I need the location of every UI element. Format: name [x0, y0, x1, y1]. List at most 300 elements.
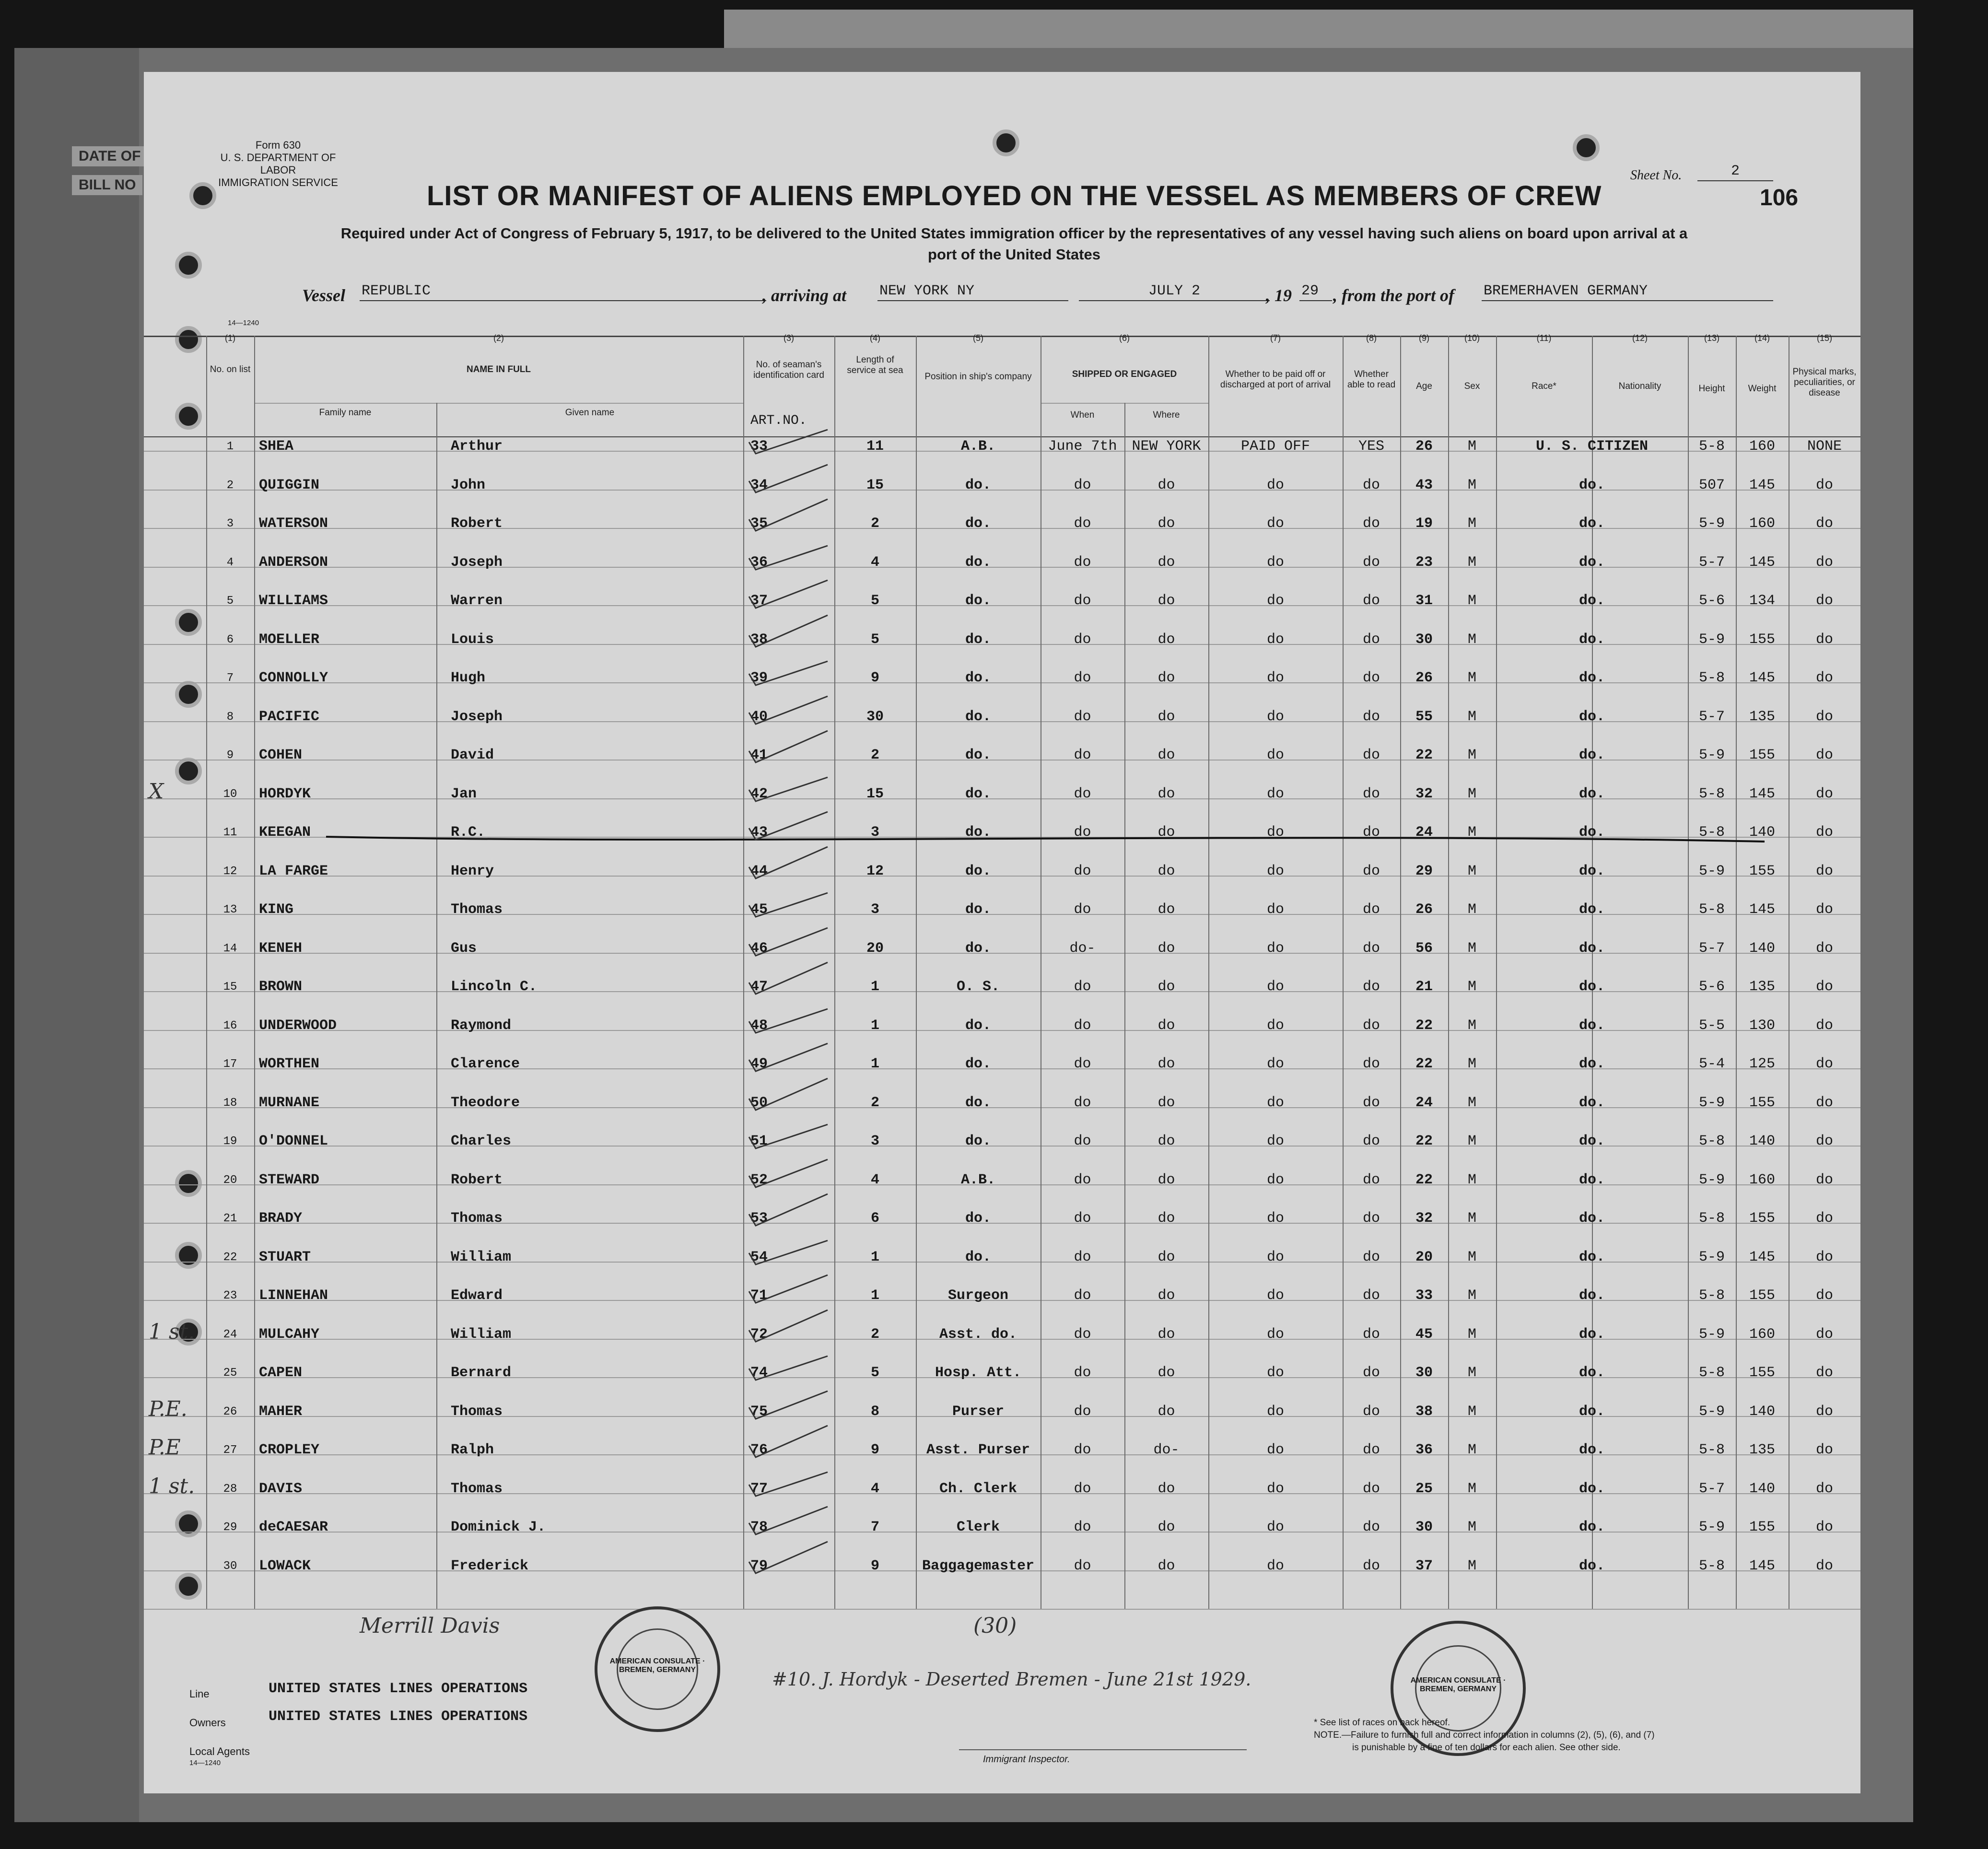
cell-sex: M [1467, 632, 1476, 648]
cell-row-number: 9 [226, 749, 234, 762]
cell-position: do. [965, 554, 991, 571]
cell-age: 20 [1415, 1249, 1433, 1265]
cell-service-length: 5 [870, 1365, 879, 1381]
cell-paid-off: do [1266, 593, 1284, 609]
cell-given-name: Jan [451, 786, 477, 802]
col-num-10: (10) [1464, 333, 1480, 343]
cell-service-length: 3 [870, 1133, 879, 1149]
cell-weight: 155 [1749, 747, 1775, 763]
cell-physical-marks: do [1815, 1056, 1833, 1072]
cell-row-number: 26 [223, 1405, 237, 1418]
cell-paid-off: do [1266, 670, 1284, 686]
cell-position: Baggagemaster [922, 1558, 1035, 1574]
cell-service-length: 5 [870, 632, 879, 648]
cell-sex: M [1467, 1442, 1476, 1458]
cell-sex: M [1467, 1249, 1476, 1265]
cell-age: 22 [1415, 1172, 1433, 1188]
cell-sex: M [1467, 515, 1476, 532]
arriving-port: NEW YORK NY [877, 283, 1068, 301]
cell-position: A.B. [960, 1172, 995, 1188]
cell-height: 5-8 [1698, 1210, 1725, 1227]
col-num-15: (15) [1816, 333, 1832, 343]
cell-given-name: Joseph [451, 709, 503, 725]
cell-age: 26 [1415, 670, 1433, 686]
cell-family-name: PACIFIC [259, 709, 320, 725]
cell-weight: 145 [1749, 554, 1775, 571]
cell-family-name: CONNOLLY [259, 670, 328, 686]
cell-able-to-read: do [1362, 1095, 1380, 1111]
cell-paid-off: do [1266, 1558, 1284, 1574]
cell-able-to-read: YES [1358, 438, 1384, 455]
cell-weight: 145 [1749, 786, 1775, 802]
cell-shipped-when: do [1074, 1249, 1091, 1265]
year-label: , 19 [1266, 286, 1292, 305]
cell-given-name: Arthur [451, 438, 503, 455]
cell-family-name: MOELLER [259, 632, 320, 648]
check-marks [144, 72, 1860, 1793]
cell-paid-off: do [1266, 940, 1284, 957]
cell-sex: M [1467, 1287, 1476, 1304]
cell-physical-marks: do [1815, 554, 1833, 571]
cell-family-name: MURNANE [259, 1095, 320, 1111]
cell-card-number: 38 [750, 632, 768, 648]
cell-shipped-where: do [1158, 824, 1175, 841]
check-mark-icon [749, 1391, 828, 1419]
sheet-number: 2 [1697, 163, 1773, 181]
cell-shipped-when: do [1074, 747, 1091, 763]
cell-given-name: R.C. [451, 824, 486, 841]
cell-height: 507 [1698, 477, 1725, 493]
cell-sex: M [1467, 786, 1476, 802]
cell-shipped-where: do [1158, 1326, 1175, 1343]
cell-shipped-when: do [1074, 1133, 1091, 1149]
col-num-7: (7) [1270, 333, 1281, 343]
cell-service-length: 1 [870, 1287, 879, 1304]
inspector-label: Immigrant Inspector. [983, 1754, 1070, 1765]
cell-age: 31 [1415, 593, 1433, 609]
cell-shipped-when: do [1074, 1481, 1091, 1497]
cell-given-name: Thomas [451, 901, 503, 918]
cell-row-number: 15 [223, 981, 237, 994]
cell-paid-off: do [1266, 1095, 1284, 1111]
col-num-4: (4) [870, 333, 880, 343]
cell-family-name: WORTHEN [259, 1056, 320, 1072]
cell-service-length: 7 [870, 1519, 879, 1535]
cell-given-name: Charles [451, 1133, 512, 1149]
cell-physical-marks: do [1815, 515, 1833, 532]
cell-race-nationality: do. [1579, 1133, 1605, 1149]
cell-physical-marks: NONE [1807, 438, 1842, 455]
cell-row-number: 27 [223, 1444, 237, 1457]
cell-family-name: CAPEN [259, 1365, 303, 1381]
cell-given-name: Robert [451, 1172, 503, 1188]
cell-card-number: 53 [750, 1210, 768, 1227]
cell-age: 23 [1415, 554, 1433, 571]
cell-able-to-read: do [1362, 477, 1380, 493]
cell-age: 26 [1415, 901, 1433, 918]
cell-physical-marks: do [1815, 1326, 1833, 1343]
cell-paid-off: do [1266, 515, 1284, 532]
cell-weight: 140 [1749, 1133, 1775, 1149]
cell-able-to-read: do [1362, 554, 1380, 571]
cell-card-number: 39 [750, 670, 768, 686]
cell-card-number: 74 [750, 1365, 768, 1381]
cell-able-to-read: do [1362, 979, 1380, 995]
cell-service-length: 15 [866, 477, 884, 493]
cell-able-to-read: do [1362, 1365, 1380, 1381]
agents-label: Local Agents [189, 1745, 250, 1757]
col-num-13: (13) [1704, 333, 1719, 343]
signature: Merrill Davis [360, 1614, 500, 1638]
cell-shipped-when: do [1074, 1018, 1091, 1034]
cell-able-to-read: do [1362, 786, 1380, 802]
cell-shipped-where: do [1158, 1558, 1175, 1574]
cell-paid-off: do [1266, 1365, 1284, 1381]
cell-weight: 155 [1749, 1365, 1775, 1381]
cell-paid-off: do [1266, 1481, 1284, 1497]
margin-note: P.E. [149, 1397, 187, 1421]
cell-position: Clerk [956, 1519, 1000, 1535]
check-mark-icon [749, 1078, 828, 1110]
cell-shipped-when: June 7th [1048, 438, 1117, 455]
check-mark-icon [749, 1507, 828, 1534]
cell-height: 5-9 [1698, 1172, 1725, 1188]
cell-given-name: Frederick [451, 1558, 529, 1574]
cell-sex: M [1467, 1519, 1476, 1535]
cell-physical-marks: do [1815, 747, 1833, 763]
cell-card-number: 33 [750, 438, 768, 455]
cell-race-nationality: do. [1579, 863, 1605, 879]
cell-able-to-read: do [1362, 1172, 1380, 1188]
from-port: BREMERHAVEN GERMANY [1482, 283, 1773, 301]
cell-weight: 134 [1749, 593, 1775, 609]
check-mark-icon [749, 1159, 828, 1187]
check-mark-icon [749, 1194, 828, 1226]
cell-card-number: 77 [750, 1481, 768, 1497]
cell-able-to-read: do [1362, 593, 1380, 609]
cell-position: do. [965, 824, 991, 841]
cell-height: 5-9 [1698, 1249, 1725, 1265]
cell-shipped-when: do [1074, 554, 1091, 571]
cell-physical-marks: do [1815, 901, 1833, 918]
cell-physical-marks: do [1815, 632, 1833, 648]
cell-height: 5-8 [1698, 1442, 1725, 1458]
cell-given-name: Lincoln C. [451, 979, 538, 995]
cell-family-name: deCAESAR [259, 1519, 328, 1535]
cell-sex: M [1467, 863, 1476, 879]
cell-age: 32 [1415, 1210, 1433, 1227]
deserted-note: #10. J. Hordyk - Deserted Bremen - June 21st 1929. [772, 1669, 1251, 1690]
cell-shipped-when: do [1074, 1404, 1091, 1420]
check-mark-icon [749, 1275, 828, 1303]
cell-position: do. [965, 670, 991, 686]
check-mark-icon [749, 893, 828, 917]
cell-paid-off: do [1266, 901, 1284, 918]
col-num-3: (3) [784, 333, 794, 343]
check-mark-icon [749, 1356, 828, 1380]
check-mark-icon [749, 1124, 828, 1148]
cell-family-name: SHEA [259, 438, 294, 455]
cell-family-name: O'DONNEL [259, 1133, 328, 1149]
cell-position: do. [965, 1056, 991, 1072]
cell-height: 5-8 [1698, 438, 1725, 455]
cell-able-to-read: do [1362, 1326, 1380, 1343]
cell-service-length: 9 [870, 670, 879, 686]
cell-weight: 130 [1749, 1018, 1775, 1034]
cell-card-number: 75 [750, 1404, 768, 1420]
cell-given-name: David [451, 747, 494, 763]
cell-shipped-where: do [1158, 863, 1175, 879]
cell-card-number: 34 [750, 477, 768, 493]
cell-given-name: Dominick J. [451, 1519, 546, 1535]
cell-physical-marks: do [1815, 1210, 1833, 1227]
cell-card-number: 51 [750, 1133, 768, 1149]
cell-sex: M [1467, 1172, 1476, 1188]
cell-row-number: 28 [223, 1483, 237, 1496]
cell-family-name: WATERSON [259, 515, 328, 532]
cell-shipped-when: do [1074, 593, 1091, 609]
cell-physical-marks: do [1815, 1133, 1833, 1149]
cell-height: 5-9 [1698, 1519, 1725, 1535]
col-head-read: Whether able to read [1347, 369, 1396, 390]
cell-family-name: MULCAHY [259, 1326, 320, 1343]
cell-paid-off: PAID OFF [1240, 438, 1310, 455]
cell-age: 33 [1415, 1287, 1433, 1304]
cell-service-length: 2 [870, 515, 879, 532]
cell-able-to-read: do [1362, 670, 1380, 686]
cell-able-to-read: do [1362, 1519, 1380, 1535]
line-value: UNITED STATES LINES OPERATIONS [269, 1681, 528, 1697]
cell-service-length: 30 [866, 709, 884, 725]
cell-family-name: LINNEHAN [259, 1287, 328, 1304]
check-mark-icon [749, 1472, 828, 1496]
cell-card-number: 52 [750, 1172, 768, 1188]
cell-shipped-where: do [1158, 1519, 1175, 1535]
cell-race-nationality: do. [1579, 515, 1605, 532]
check-mark-icon [749, 1009, 828, 1033]
cell-sex: M [1467, 979, 1476, 995]
cell-row-number: 2 [226, 479, 234, 492]
cell-physical-marks: do [1815, 786, 1833, 802]
cell-family-name: COHEN [259, 747, 303, 763]
cell-position: do. [965, 863, 991, 879]
cell-shipped-where: do [1158, 1210, 1175, 1227]
cell-sex: M [1467, 477, 1476, 493]
cell-given-name: Thomas [451, 1210, 503, 1227]
cell-weight: 135 [1749, 979, 1775, 995]
cell-given-name: Hugh [451, 670, 486, 686]
cell-position: Ch. Clerk [939, 1481, 1017, 1497]
cell-weight: 145 [1749, 477, 1775, 493]
cell-height: 5-8 [1698, 824, 1725, 841]
col-head-card: No. of seaman's identification card [753, 360, 824, 380]
cell-height: 5-4 [1698, 1056, 1725, 1072]
cell-position: A.B. [960, 438, 995, 455]
cell-position: Purser [952, 1404, 1005, 1420]
cell-race-nationality: do. [1579, 1481, 1605, 1497]
cell-position: do. [965, 1249, 991, 1265]
cell-paid-off: do [1266, 979, 1284, 995]
margin-note: 1 st. [149, 1320, 195, 1344]
cell-age: 37 [1415, 1558, 1433, 1574]
cell-card-number: 42 [750, 786, 768, 802]
check-mark-icon [749, 546, 828, 570]
cell-service-length: 4 [870, 554, 879, 571]
cell-paid-off: do [1266, 863, 1284, 879]
cell-given-name: Louis [451, 632, 494, 648]
cell-race-nationality: do. [1579, 1172, 1605, 1188]
note-line-1: NOTE.—Failure to furnish full and correct information in columns (2), (5), (6), and (7) [1314, 1730, 1655, 1740]
col-head-marks: Physical marks, peculiarities, or disease [1792, 367, 1857, 398]
cell-height: 5-5 [1698, 1018, 1725, 1034]
cell-card-number: 79 [750, 1558, 768, 1574]
cell-shipped-when: do [1074, 863, 1091, 879]
cell-position: do. [965, 786, 991, 802]
cell-shipped-when: do [1074, 632, 1091, 648]
cell-given-name: Joseph [451, 554, 503, 571]
cell-given-name: Clarence [451, 1056, 520, 1072]
stamp-left-text: AMERICAN CONSULATE · BREMEN, GERMANY [609, 1657, 705, 1674]
cell-weight: 155 [1749, 1210, 1775, 1227]
cell-service-length: 3 [870, 901, 879, 918]
cell-family-name: STUART [259, 1249, 311, 1265]
check-mark-icon [749, 430, 828, 454]
cell-paid-off: do [1266, 1404, 1284, 1420]
col-num-1: (1) [225, 333, 235, 343]
cell-card-number: 76 [750, 1442, 768, 1458]
cell-row-number: 23 [223, 1289, 237, 1302]
cell-family-name: STEWARD [259, 1172, 320, 1188]
cell-service-length: 5 [870, 593, 879, 609]
form-number: Form 630 [255, 139, 301, 151]
from-port-label: , from the port of [1333, 286, 1455, 305]
cell-height: 5-7 [1698, 940, 1725, 957]
cell-position: do. [965, 632, 991, 648]
cell-paid-off: do [1266, 786, 1284, 802]
cell-shipped-when: do [1074, 709, 1091, 725]
cell-shipped-where: do [1158, 1365, 1175, 1381]
col-num-6: (6) [1119, 333, 1130, 343]
cell-shipped-where: do- [1153, 1442, 1180, 1458]
cell-weight: 145 [1749, 901, 1775, 918]
cell-age: 38 [1415, 1404, 1433, 1420]
cell-row-number: 8 [226, 711, 234, 724]
col-head-age: Age [1416, 381, 1432, 391]
cell-shipped-when: do [1074, 1365, 1091, 1381]
check-mark-icon [749, 777, 828, 801]
arriving-label: , arriving at [762, 286, 847, 305]
cell-card-number: 49 [750, 1056, 768, 1072]
cell-sex: M [1467, 1558, 1476, 1574]
manifest-page [144, 72, 1860, 1793]
department-name: U. S. DEPARTMENT OF LABOR [220, 152, 336, 176]
cell-paid-off: do [1266, 1210, 1284, 1227]
cell-sex: M [1467, 670, 1476, 686]
cell-race-nationality: do. [1579, 709, 1605, 725]
col-head-nationality: Nationality [1618, 381, 1661, 391]
cell-shipped-where: do [1158, 1481, 1175, 1497]
cell-race-nationality: do. [1579, 1287, 1605, 1304]
cell-weight: 135 [1749, 1442, 1775, 1458]
cell-physical-marks: do [1815, 1018, 1833, 1034]
cell-position: Asst. Purser [926, 1442, 1030, 1458]
cell-sex: M [1467, 1365, 1476, 1381]
cell-position: Surgeon [947, 1287, 1009, 1304]
col-num-2: (2) [493, 333, 504, 343]
cell-weight: 155 [1749, 1095, 1775, 1111]
cell-age: 22 [1415, 1133, 1433, 1149]
cell-shipped-when: do [1074, 1172, 1091, 1188]
cell-family-name: ANDERSON [259, 554, 328, 571]
cell-row-number: 4 [226, 556, 234, 569]
cell-card-number: 48 [750, 1018, 768, 1034]
cell-shipped-where: do [1158, 709, 1175, 725]
cell-race-nationality: do. [1579, 593, 1605, 609]
cell-physical-marks: do [1815, 940, 1833, 957]
cell-shipped-where: do [1158, 901, 1175, 918]
cell-race-nationality: do. [1579, 901, 1605, 918]
col-head-family: Family name [319, 408, 372, 418]
cell-height: 5-8 [1698, 901, 1725, 918]
cell-height: 5-7 [1698, 554, 1725, 571]
check-mark-icon [749, 696, 828, 724]
printer-code: 14—1240 [228, 319, 259, 327]
cell-service-length: 6 [870, 1210, 879, 1227]
cell-shipped-when: do [1074, 1056, 1091, 1072]
cell-service-length: 20 [866, 940, 884, 957]
cell-height: 5-9 [1698, 1404, 1725, 1420]
cell-shipped-where: do [1158, 1056, 1175, 1072]
cell-service-length: 2 [870, 1326, 879, 1343]
cell-shipped-when: do [1074, 1210, 1091, 1227]
cell-position: do. [965, 747, 991, 763]
cell-card-number: 50 [750, 1095, 768, 1111]
cell-row-number: 24 [223, 1328, 237, 1341]
cell-position: Hosp. Att. [935, 1365, 1022, 1381]
cell-given-name: Thomas [451, 1481, 503, 1497]
cell-position: do. [965, 477, 991, 493]
check-mark-icon [749, 615, 828, 647]
sheet-label: Sheet No. [1630, 168, 1682, 183]
cell-weight: 145 [1749, 1249, 1775, 1265]
cell-age: 43 [1415, 477, 1433, 493]
cell-age: 56 [1415, 940, 1433, 957]
cell-row-number: 30 [223, 1560, 237, 1573]
cell-card-number: 37 [750, 593, 768, 609]
column-rule [1860, 336, 1861, 1609]
cell-shipped-when: do [1074, 901, 1091, 918]
cell-service-length: 2 [870, 1095, 879, 1111]
service-name: IMMIGRATION SERVICE [218, 176, 338, 188]
cell-card-number: 41 [750, 747, 768, 763]
cell-able-to-read: do [1362, 1056, 1380, 1072]
owners-value: UNITED STATES LINES OPERATIONS [269, 1709, 528, 1725]
check-mark-icon [749, 928, 828, 956]
arrival-year: 29 [1299, 283, 1332, 301]
cell-able-to-read: do [1362, 824, 1380, 841]
cell-service-length: 8 [870, 1404, 879, 1420]
cell-age: 22 [1415, 747, 1433, 763]
cell-height: 5-8 [1698, 786, 1725, 802]
cell-age: 25 [1415, 1481, 1433, 1497]
cell-able-to-read: do [1362, 1287, 1380, 1304]
cell-paid-off: do [1266, 1056, 1284, 1072]
cell-card-number: 40 [750, 709, 768, 725]
cell-paid-off: do [1266, 632, 1284, 648]
cell-race-nationality: do. [1579, 477, 1605, 493]
cell-height: 5-6 [1698, 593, 1725, 609]
cell-service-length: 15 [866, 786, 884, 802]
